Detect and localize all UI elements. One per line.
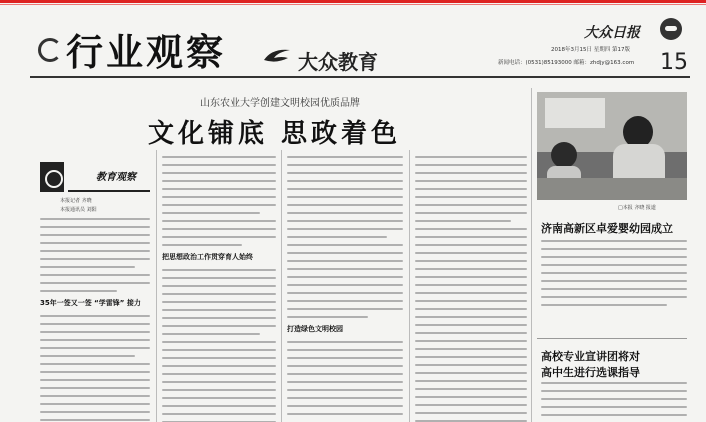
column-divider <box>409 150 410 422</box>
byline-reporter: 本报记者 齐晓 <box>60 198 92 204</box>
side-news-body-2 <box>541 382 687 422</box>
column-divider <box>281 150 282 422</box>
article-subhead: 35年一签又一签 “学雷锋” 接力 <box>40 299 141 307</box>
brand-swoosh-icon <box>262 46 292 66</box>
byline-correspondent: 本报通讯员 刘阳 <box>60 207 97 213</box>
article-subhead: 把思想政治工作贯穿育人始终 <box>162 253 253 261</box>
article-headline: 文化铺底 思政着色 <box>148 119 402 149</box>
column-badge-underline <box>68 190 150 192</box>
photo-credit: □本报 齐晓 报道 <box>618 205 656 211</box>
top-red-rule-thin <box>0 4 706 5</box>
side-news-body-1 <box>541 240 687 310</box>
section-title: 行业观察 <box>66 30 226 74</box>
contact-line: 新闻电话：(0531)85193000 邮箱：zhdjy@163.com <box>498 60 635 66</box>
column-divider <box>156 150 157 422</box>
paper-name: 大众日报 <box>584 25 640 41</box>
article-subhead: 打造绿色文明校园 <box>287 325 343 333</box>
column-badge-icon <box>40 162 64 192</box>
masthead-rule <box>30 76 690 78</box>
issue-line: 2018年3月15日 星期四 第17版 <box>551 47 630 53</box>
article-column-2 <box>162 156 276 422</box>
news-photo <box>537 92 687 200</box>
column-divider <box>531 88 532 422</box>
section-mark-icon <box>38 38 62 62</box>
article-kicker: 山东农业大学创建文明校园优质品牌 <box>200 98 360 109</box>
side-news-divider <box>537 338 687 339</box>
side-news-title-1: 济南高新区卓爱婴幼园成立 <box>541 222 673 235</box>
page-number: 15 <box>660 50 688 75</box>
article-column-1 <box>40 218 150 422</box>
brand-name: 大众教育 <box>298 50 378 74</box>
side-news-title-2-line-2: 高中生进行选课指导 <box>541 366 640 379</box>
column-badge <box>40 160 150 194</box>
article-column-4 <box>415 156 527 422</box>
article-column-3 <box>287 156 403 422</box>
paper-logo-icon <box>660 18 682 40</box>
column-badge-label: 教育观察 <box>96 172 136 183</box>
side-news-title-2-line-1: 高校专业宣讲团将对 <box>541 350 640 363</box>
top-red-rule <box>0 0 706 3</box>
